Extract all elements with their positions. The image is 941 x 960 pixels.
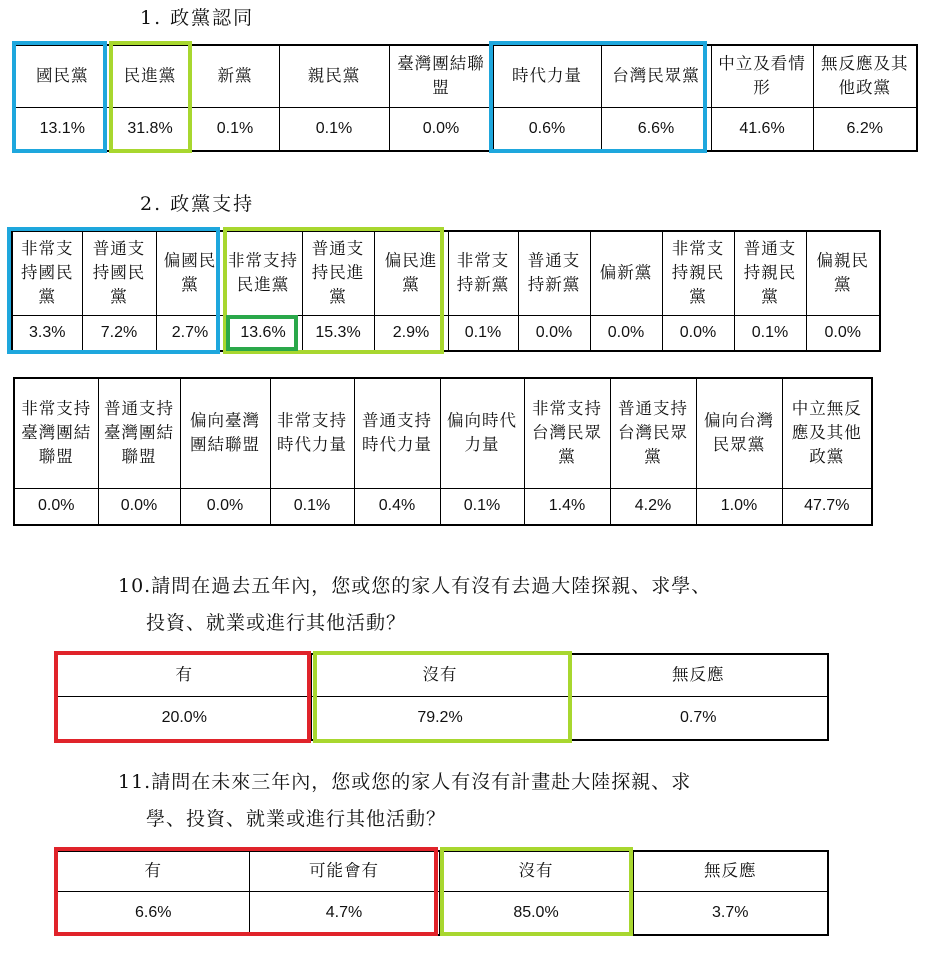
table-header-row (12, 231, 880, 315)
table-header-row (14, 378, 872, 488)
header-cell: 臺灣團結聯盟 (389, 45, 493, 107)
header-cell: 普通支持親民黨 (734, 231, 806, 315)
table-header-row (57, 654, 828, 696)
header-cell: 偏民進黨 (374, 231, 448, 315)
table-value-row (57, 696, 828, 740)
header-cell: 有 (57, 654, 311, 696)
header-cell: 偏向臺灣團結聯盟 (180, 378, 270, 488)
value-cell: 13.1% (15, 107, 109, 151)
header-cell: 偏親民黨 (806, 231, 880, 315)
header-cell: 國民黨 (15, 45, 109, 107)
table-value-row (57, 891, 828, 935)
value-cell: 0.1% (279, 107, 389, 151)
party-support-table-1 (11, 230, 881, 352)
value-cell: 6.6% (601, 107, 711, 151)
table-value-row (12, 315, 880, 351)
header-cell: 新黨 (191, 45, 279, 107)
party-identification-table (14, 44, 918, 152)
header-cell: 親民黨 (279, 45, 389, 107)
header-cell: 可能會有 (249, 851, 439, 891)
value-cell: 4.7% (249, 891, 439, 935)
section1-title: 1. 政黨認同 (140, 7, 255, 29)
header-cell: 非常支持國民黨 (12, 231, 82, 315)
header-cell: 非常支持台灣民眾黨 (524, 378, 610, 488)
header-cell: 非常支持親民黨 (662, 231, 734, 315)
value-cell: 0.0% (590, 315, 662, 351)
value-cell: 0.0% (14, 488, 98, 525)
header-cell: 沒有 (439, 851, 633, 891)
section2-title: 2. 政黨支持 (140, 193, 255, 215)
value-cell: 1.0% (696, 488, 782, 525)
header-cell: 非常支持新黨 (448, 231, 518, 315)
value-cell: 3.3% (12, 315, 82, 351)
value-cell: 1.4% (524, 488, 610, 525)
header-cell: 普通支持國民黨 (82, 231, 156, 315)
value-cell: 0.1% (448, 315, 518, 351)
question-11-line1: 11.請問在未來三年內，您或您的家人有沒有計畫赴大陸探親、求 (118, 771, 692, 793)
header-cell: 偏國民黨 (156, 231, 224, 315)
value-cell: 0.0% (98, 488, 180, 525)
table-header-row (57, 851, 828, 891)
value-cell: 0.1% (734, 315, 806, 351)
table-value-row (15, 107, 917, 151)
party-support-table-2 (13, 377, 873, 526)
value-cell: 6.6% (57, 891, 249, 935)
value-cell: 0.6% (493, 107, 601, 151)
question-10-table (56, 653, 829, 741)
question-11-title (118, 764, 691, 838)
header-cell: 中立及看情形 (711, 45, 813, 107)
value-cell: 0.1% (440, 488, 524, 525)
header-cell: 普通支持民進黨 (302, 231, 374, 315)
value-cell: 0.0% (389, 107, 493, 151)
header-cell: 普通支持新黨 (518, 231, 590, 315)
header-cell: 民進黨 (109, 45, 191, 107)
header-cell: 普通支持臺灣團結聯盟 (98, 378, 180, 488)
question-10-title (118, 568, 711, 642)
value-cell: 41.6% (711, 107, 813, 151)
header-cell: 無反應 (633, 851, 828, 891)
value-cell: 0.0% (662, 315, 734, 351)
header-cell: 無反應及其他政黨 (813, 45, 917, 107)
value-cell: 0.1% (191, 107, 279, 151)
value-cell: 47.7% (782, 488, 872, 525)
table-header-row (15, 45, 917, 107)
value-cell: 0.0% (806, 315, 880, 351)
value-cell: 2.7% (156, 315, 224, 351)
header-cell: 普通支持台灣民眾黨 (610, 378, 696, 488)
question-11-table (56, 850, 829, 936)
header-cell: 偏向台灣民眾黨 (696, 378, 782, 488)
value-cell: 85.0% (439, 891, 633, 935)
value-cell: 13.6% (224, 315, 302, 351)
value-cell: 0.7% (569, 696, 828, 740)
header-cell: 非常支持時代力量 (270, 378, 354, 488)
value-cell: 4.2% (610, 488, 696, 525)
header-cell: 偏新黨 (590, 231, 662, 315)
header-cell: 中立無反應及其他政黨 (782, 378, 872, 488)
header-cell: 普通支持時代力量 (354, 378, 440, 488)
value-cell: 2.9% (374, 315, 448, 351)
header-cell: 非常支持臺灣團結聯盟 (14, 378, 98, 488)
question-11-line2: 學、投資、就業或進行其他活動？ (146, 808, 447, 830)
value-cell: 3.7% (633, 891, 828, 935)
question-10-line2: 投資、就業或進行其他活動？ (146, 612, 407, 634)
value-cell: 15.3% (302, 315, 374, 351)
header-cell: 台灣民眾黨 (601, 45, 711, 107)
value-cell: 6.2% (813, 107, 917, 151)
header-cell: 有 (57, 851, 249, 891)
header-cell: 時代力量 (493, 45, 601, 107)
header-cell: 沒有 (311, 654, 569, 696)
value-cell: 31.8% (109, 107, 191, 151)
value-cell: 0.0% (180, 488, 270, 525)
header-cell: 無反應 (569, 654, 828, 696)
value-cell: 0.4% (354, 488, 440, 525)
value-cell: 79.2% (311, 696, 569, 740)
table-value-row (14, 488, 872, 525)
value-cell: 7.2% (82, 315, 156, 351)
value-cell: 0.1% (270, 488, 354, 525)
header-cell: 偏向時代力量 (440, 378, 524, 488)
header-cell: 非常支持民進黨 (224, 231, 302, 315)
value-cell: 20.0% (57, 696, 311, 740)
question-10-line1: 10.請問在過去五年內，您或您的家人有沒有去過大陸探親、求學、 (118, 575, 712, 597)
value-cell: 0.0% (518, 315, 590, 351)
